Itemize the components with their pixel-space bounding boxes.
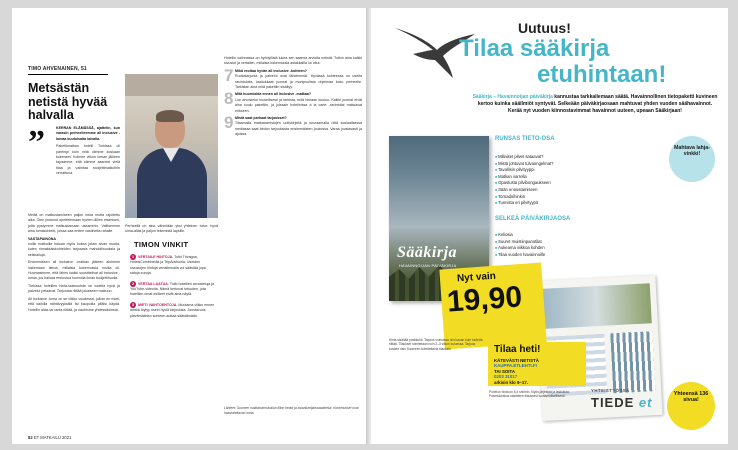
lead-column (56, 126, 120, 179)
tip-text: Tutki Trivagoa, HotelsCombinedia ja TripAdvisoria. Useiden sivustojen hintoja vertailemalla voi säästää jopa satoja euroja. (130, 255, 206, 276)
answer-7: Ruokatarjonta ja palvelut ovat tärkeimmät. Hyvässä kohteessa on useita ravintoloita, laadukkaat juomat ja monipuolista ohjelmaa koko perheelle. Tarkistan aina mitä pakettiin sisältyy. (235, 74, 362, 90)
order-line-call: TAI SOITA (494, 368, 516, 374)
list-item: ■ Tilaa vuoden havainnoille (495, 252, 570, 259)
page-count-badge-text: Yhteensä 136 sivua! (673, 391, 709, 404)
tip-number-badge: 2 (131, 280, 135, 286)
col1-paragraph-2: noille matkoille haluan myös kokea jotain aivan muuta, kuten rinnakkaiskohteiden tarjoamia mahdollisuuksia ja seikkailuja. (28, 242, 120, 257)
lead-text: KERRAN ELÄMÄSSÄ, ajattelin, kun varasin perheelleemme all inclusive -lomaa kuuluisalta laivalla. (56, 126, 120, 141)
photo-hair (156, 110, 184, 122)
tip-title: VERTAILE HINTOJA. (138, 255, 174, 259)
col3-paragraph-1: Hotellin valinnassa on hyödyllistä lukea sen saamia arvioita netistä. Tutkin aina kaikki sivustot ja vertailen, millaisia kokemuksia asiakkailla on ollut. (224, 56, 362, 66)
col1-paragraph-5: All inclusive -loma on se viikko vuodessa, jolloin en mieti, että kaikilla nähtävyyksillä tai kaupoilla pitäisi käydä. Hotellin allas tai ranta riittää, ja nautimme yhdessäolosta. (28, 296, 120, 312)
list-item: ■ Mistä johtuvat tulvaongelmat? (495, 161, 570, 168)
article-credits: Lähteet: Suomen matkatoimistoalan liiton tiedot ja asiantuntijahaastattelut. Kokemukset ovat haastateltavan omia. (224, 406, 359, 415)
tip-title: VERTAA LAATUA. (138, 281, 169, 286)
diary-section-title: SELKEÄ PÄIVÄKIRJAOSA (495, 216, 571, 222)
page-count-badge (667, 382, 715, 430)
price-value: 19,90 (445, 280, 524, 319)
article-column-3 (224, 56, 362, 140)
ad-intro (471, 94, 719, 115)
question-number-7: 7 (224, 65, 234, 85)
photo-background-shelf (125, 74, 218, 96)
book-cover-subtitle: HAVAINNOIJAN PÄIVÄKIRJA (399, 264, 457, 268)
article-column-1 (28, 213, 120, 315)
tip-item (130, 254, 216, 277)
list-item: ■ Keliosia (495, 232, 570, 239)
tip-item (130, 281, 216, 298)
call-fineprint: Puhelun hinta on 8,4 snt/min. Myös järjestää ja laskuttaa. Palvelukeskus käsittelee tilauksesi luottamuksellisesti. (489, 390, 570, 399)
question-number-8: 8 (224, 89, 234, 109)
question-8-heading: Mitä huomioida ennen all inclusive -matkaa? (235, 92, 312, 97)
book-cover-title: Sääkirja (397, 244, 458, 261)
tiede-logo: TIEDE (591, 395, 635, 410)
order-line-online: KÄTEVÄSTI NETISTÄ (494, 358, 539, 363)
list-item: ■ Opastusta pilvibongaukseen (495, 180, 570, 187)
article-headline: Metsästän netistä hyvää halvalla (28, 81, 108, 122)
page-folio (28, 435, 71, 440)
question-7-heading: Mikä erottaa hyvän all inclusive -kohteen? (235, 68, 307, 73)
list-item: ■ Sään ennustamiseen (495, 187, 570, 194)
order-instructions (494, 358, 582, 385)
folio-text: ET MATKAILU 2021 (33, 435, 72, 440)
diary-section-list (495, 232, 570, 258)
list-item: ■ Tunnista eri pilvityypit (495, 200, 570, 207)
tip-title: MIETI VAIHTOEHTOJA. (138, 302, 178, 307)
answer-8: Lue arvostelut huolellisesti ja tarkista, mitä hintaan kuuluu. Kaikki juomat eivät aina kuulu pakettiin, ja joissain hotelleissa à la carte -ravintolat maksavat erikseen. (235, 97, 362, 113)
new-label: Uutuus! (518, 20, 571, 36)
gift-tip-badge-text: Mahtava lahja-vinkki! (674, 145, 710, 158)
tip-number-badge: 3 (131, 301, 135, 307)
question-9-heading: Mistä saat parhaat tarjoukset? (235, 116, 287, 121)
col1-paragraph-1: Meillä on matkustamiseen paljon intoa mutta rajoitettu aika. Olen joutunut opettelemaan hyvien diilien etsimisen, jotta pystymme matkustamaan useammin. Valitsemme aina lomakohteet, joissa saa eniten vastinetta rahalle. (28, 213, 120, 234)
list-item: ■ Tavallisin pilvityyppi (495, 167, 570, 174)
list-item: ■ Tornadoihinkin (495, 194, 570, 201)
info-section-list (495, 154, 570, 207)
folio-number: 82 (28, 435, 33, 440)
tip-text: Muutama viikko ennen lähtöä löytyy usein hyviä tarjouksia. Joustavuus päivämäärien suhteen auttaa säästämään. (130, 302, 215, 318)
left-page (12, 8, 366, 444)
intro-text: kannustaa tarkkailemaan säätä. Havainnollinen tietopaketti kuvineen kertoo kuinka sääilmiöt syntyvät. Selkeään päiväkirjaosaan mahtuvat yhden vuoden säähavainnot. Kerää nyt vuoden kiinnostavimmat havainnot uuteen, upeaan Sääkirjaan! (477, 94, 718, 114)
col1-paragraph-3: Ensimmäisen all inclusive -matkan jälkeen aloimme hakemaan tietoa, millaisia kokemuksia muilla oli. Huomasimme, että lähes kaikki suosittelivat all inclusive -lomia, jos haluaa rentoutua kunnolla ilman budjettihuolia. (28, 260, 120, 281)
article-column-2 (125, 224, 218, 237)
gift-tip-badge (669, 136, 715, 182)
cooperation-label: YHTEISTYÖSSÄ (591, 388, 630, 393)
ad-title-line-2: etuhintaan! (537, 61, 667, 88)
order-phone-number[interactable]: 0203 31017 (494, 374, 518, 380)
col1-paragraph-4: Turkissa hotellien hinta-laatusuhde on todella hyvä ja palvelut pelaavat. Tarjontaa riittää jokaiseen makuun. (28, 283, 120, 294)
inner-page-photo (542, 283, 652, 329)
list-item: ■ Aukeama viikkoa kohden (495, 245, 570, 252)
col1-intro: Pakettimatkan hotelli Turkissa oli parempi kuin mitä olimme koskaan kokeneet. Kolmen viikon loman jälkeen tajusimme, että olimme saaneet vielä tilaa ja valintaa budjettimatkoihin verrattuna. (56, 144, 120, 176)
col2-paragraph-1: Perheellä on aina vähintään yksi yhteinen toive: hyvä uima-allas ja paljon tekemistä lapsille. (125, 224, 218, 234)
question-number-9: 9 (224, 113, 234, 133)
tip-text: Tutki hotellien arvosteluja ja YouTube-videoita. Nämä kertovat totuuden, jota hotellien omat esitteet eivät aina näytä. (130, 281, 215, 297)
tips-box (130, 254, 216, 323)
ad-title-line-1: Tilaa sääkirja (459, 35, 610, 62)
author-photo (125, 74, 218, 218)
order-title: Tilaa heti! (494, 344, 541, 355)
inner-page-chart (610, 331, 655, 393)
col1-subhead: VASTAPAINONA (28, 236, 56, 241)
partner-logos (591, 395, 652, 410)
price-label: Nyt vain (456, 270, 497, 285)
tip-item (130, 302, 216, 319)
order-hours: arkisin klo 9–17. (494, 379, 528, 385)
intro-book-name: Sääkirja – Havainnoijan päiväkirja (472, 94, 553, 100)
info-section-title: RUNSAS TIETO-OSA (495, 136, 555, 142)
list-item: ■ Matkan varrella (495, 174, 570, 181)
tip-number-badge: 1 (131, 254, 135, 259)
answer-9: Tilaamalla matkatoimistojen uutiskirjeitä ja seuraamalla niitä sosiaalisessa mediassa saat tiedon tarjouksista ensimmäisten joukossa. Varaa joustavasti ja ajoissa. (235, 121, 362, 137)
terms-fineprint: Hinta sisältää postikulut. Tarjous voimassa niin kauan kuin tuotetta riittää. Tilaukset toimitetaan noin 2–3 viikon kuluessa. Tarjous koskee vain Suomeen toimitettavia tilauksia. (389, 338, 483, 351)
list-item: ■ Millaiset pilvet sataavat? (495, 154, 570, 161)
author-byline: TIMO AHVENAINEN, 51 (28, 66, 87, 72)
right-page (371, 8, 728, 444)
byline-rule (28, 74, 108, 75)
order-website-link[interactable]: KAUPPA.ETLEHTI.FI (494, 363, 537, 369)
tips-box-title: TIMON VINKIT (134, 240, 189, 249)
et-logo: et (638, 395, 653, 410)
quote-mark-icon: ” (28, 124, 45, 161)
list-item: ■ Suuret muistiinpanotilat (495, 239, 570, 246)
